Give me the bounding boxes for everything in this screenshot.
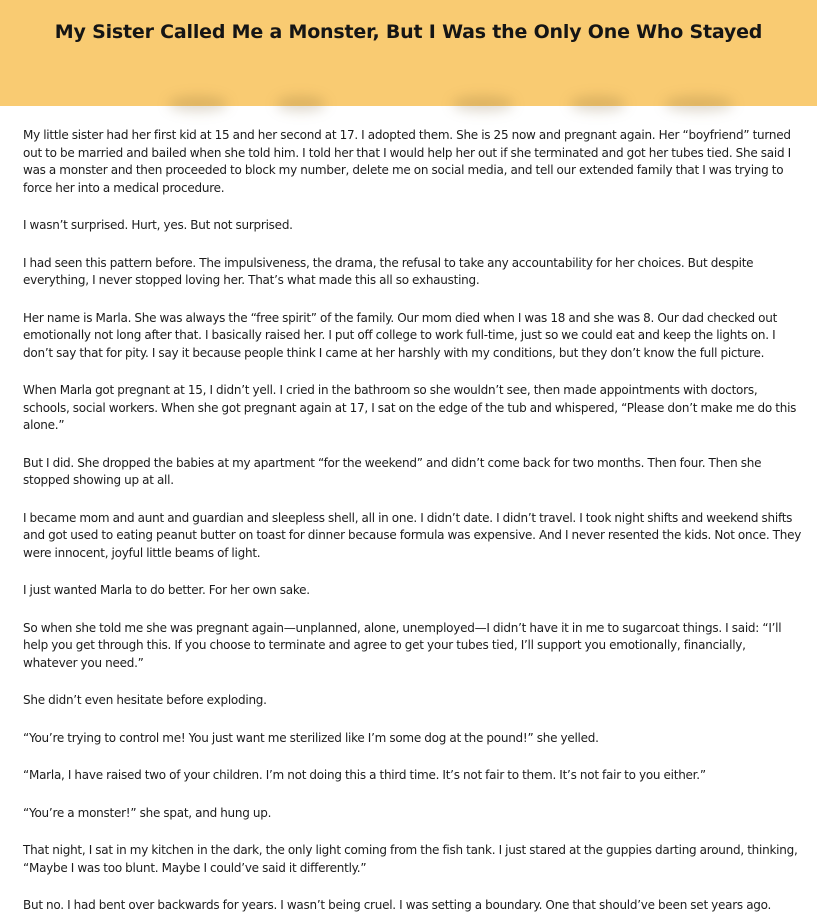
article-paragraph: I had seen this pattern before. The impulsiveness, the drama, the refusal to take any accountability for her choices. But despite everything, I never stopped loving her. That’s what made this all so exhausting. bbox=[23, 255, 754, 287]
article-paragraph: But no. I had bent over backwards for years. I wasn’t being cruel. I was setting a boundary. One that should’ve been set years ago. bbox=[23, 898, 772, 912]
article-title: My Sister Called Me a Monster, But I Was the Only One Who Stayed bbox=[54, 21, 763, 43]
article-paragraph: I just wanted Marla to do better. For her own sake. bbox=[23, 583, 310, 597]
blurred-image-fragment bbox=[276, 96, 326, 112]
article-paragraph: “Marla, I have raised two of your children. I’m not doing this a third time. It’s not fair to them. It’s not fair to you either.” bbox=[23, 768, 706, 782]
article-paragraph: My little sister had her first kid at 15 and her second at 17. I adopted them. She is 25 now and pregnant again. Her “boyfriend” turned out to be married and bailed when she told him. I told her that I would help her out if she terminated and got her tubes tied. She said I was a monster and then proceeded to block my number, delete me on social media, and tell our extended family that I was trying to force her into a medical procedure. bbox=[23, 128, 791, 195]
blurred-image-fragment bbox=[168, 96, 228, 112]
article-body bbox=[0, 106, 817, 915]
header-banner bbox=[0, 0, 817, 106]
blurred-image-fragment bbox=[664, 96, 734, 112]
article-paragraph: I became mom and aunt and guardian and sleepless shell, all in one. I didn’t date. I didn’t travel. I took night shifts and weekend shifts and got used to eating peanut butter on toast for dinner because formula was expensive. And I never resented the kids. Not once. They were innocent, joyful little beams of light. bbox=[23, 510, 802, 560]
article-paragraph: When Marla got pregnant at 15, I didn’t yell. I cried in the bathroom so she wouldn’t see, then made appointments with doctors, schools, social workers. When she got pregnant again at 17, I sat on the edge of the tub and whispered, “Please don’t make me do this alone.” bbox=[23, 383, 797, 432]
article-paragraph: That night, I sat in my kitchen in the dark, the only light coming from the fish tank. I just stared at the guppies darting around, thinking, “Maybe I was too blunt. Maybe I could’ve said it differently.” bbox=[23, 843, 798, 875]
blurred-image-fragment bbox=[452, 96, 514, 112]
blurred-image-fragment bbox=[570, 96, 626, 112]
article-paragraph: I wasn’t surprised. Hurt, yes. But not surprised. bbox=[23, 218, 293, 232]
article-paragraph: So when she told me she was pregnant again—unplanned, alone, unemployed—I didn’t have it in me to sugarcoat things. I said: “I’ll help you get through this. If you choose to terminate and agree to get your tubes tied, I’ll support you emotionally, financially, whatever you need.” bbox=[23, 620, 782, 670]
article-paragraph: But I did. She dropped the babies at my apartment “for the weekend” and didn’t come back for two months. Then four. Then she stopped showing up at all. bbox=[23, 455, 762, 487]
article-paragraph: She didn’t even hesitate before exploding. bbox=[23, 693, 267, 707]
article-paragraph: Her name is Marla. She was always the “free spirit” of the family. Our mom died when I was 18 and she was 8. Our dad checked out emotionally not long after that. I basically raised her. I put off college to work full-time, just so we could eat and keep the lights on. I don’t say that for pity. I say it because people think I came at her harshly with my conditions, but they don’t know the full picture. bbox=[23, 310, 778, 360]
article-paragraph: “You’re a monster!” she spat, and hung up. bbox=[23, 805, 272, 820]
article-paragraph: “You’re trying to control me! You just want me sterilized like I’m some dog at the pound!” she yelled. bbox=[23, 730, 599, 745]
